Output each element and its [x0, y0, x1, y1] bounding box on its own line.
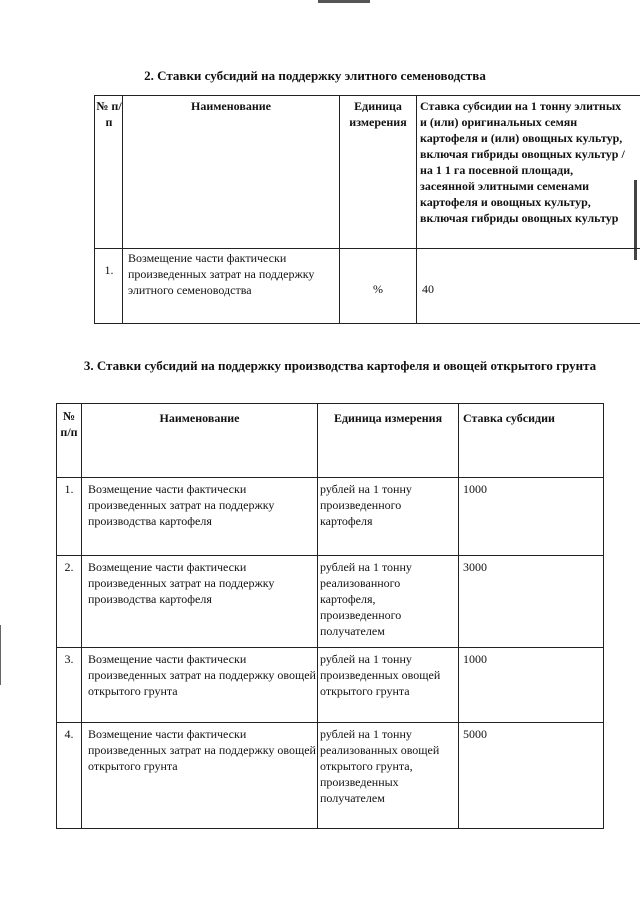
row-rate: 1000 — [463, 482, 487, 496]
row-name: Возмещение части фактически произведенных затрат на поддержку производства картофеля — [88, 560, 275, 606]
table-border — [339, 95, 340, 324]
table-border — [56, 403, 57, 829]
row-num: 1. — [64, 482, 74, 496]
table-border — [56, 828, 604, 829]
header-num: № п/п — [60, 409, 78, 439]
row-num: 1. — [104, 263, 114, 277]
table-border — [603, 403, 604, 829]
row-unit: рублей на 1 тонну реализованного картофеля, произведенного получателем — [320, 560, 412, 638]
row-name: Возмещение части фактически произведенных затрат на поддержку овощей открытого грунта — [88, 727, 316, 773]
row-name: Возмещение части фактически произведенных затрат на поддержку производства картофеля — [88, 482, 275, 528]
row-unit: рублей на 1 тонну реализованных овощей открытого грунта, произведенных получателем — [320, 727, 440, 805]
header-num: № п/п — [96, 99, 122, 129]
table-border — [56, 477, 604, 478]
table-border — [317, 403, 318, 829]
table-border — [94, 248, 640, 249]
header-name: Наименование — [191, 99, 271, 113]
scan-artifact-top — [318, 0, 370, 3]
scan-artifact-left — [0, 625, 1, 685]
section3-title: 3. Ставки субсидий на поддержку производства картофеля и овощей открытого грунта — [83, 358, 597, 373]
table-border — [122, 95, 123, 324]
table-border — [56, 403, 604, 404]
row-rate: 40 — [422, 282, 434, 296]
row-rate: 1000 — [463, 652, 487, 666]
header-unit: Единица измерения — [333, 411, 443, 425]
row-name: Возмещение части фактически произведенных затрат на поддержку элитного семеноводства — [128, 251, 315, 297]
header-unit: Единица измерения — [349, 99, 407, 129]
table-border — [416, 95, 417, 324]
table-border — [56, 722, 604, 723]
header-name: Наименование — [159, 411, 240, 425]
row-name: Возмещение части фактически произведенных затрат на поддержку овощей открытого грунта — [88, 652, 316, 698]
table-border — [94, 95, 640, 96]
row-unit: % — [373, 282, 383, 296]
section2-title: 2. Ставки субсидий на поддержку элитного семеноводства — [144, 68, 486, 83]
table-border — [56, 555, 604, 556]
table-border — [94, 323, 640, 324]
row-num: 4. — [64, 727, 74, 741]
header-rate: Ставка субсидии на 1 тонну элитных и (или) оригинальных семян картофеля и (или) овощных культур, включая гибриды овощных культур /на 1 1 га посевной площади, засеянной элитными семенами картофеля и овощных культур, включая гибриды овощных культур — [420, 99, 625, 225]
row-unit: рублей на 1 тонну произведенных овощей открытого грунта — [320, 652, 441, 698]
table-border — [81, 403, 82, 829]
row-rate: 3000 — [463, 560, 487, 574]
table-border — [94, 95, 95, 324]
header-rate: Ставка субсидии — [463, 411, 555, 425]
row-rate: 5000 — [463, 727, 487, 741]
table-border — [56, 647, 604, 648]
row-unit: рублей на 1 тонну произведенного картофеля — [320, 482, 412, 528]
row-num: 3. — [64, 652, 74, 666]
row-num: 2. — [64, 560, 74, 574]
table-border — [458, 403, 459, 829]
